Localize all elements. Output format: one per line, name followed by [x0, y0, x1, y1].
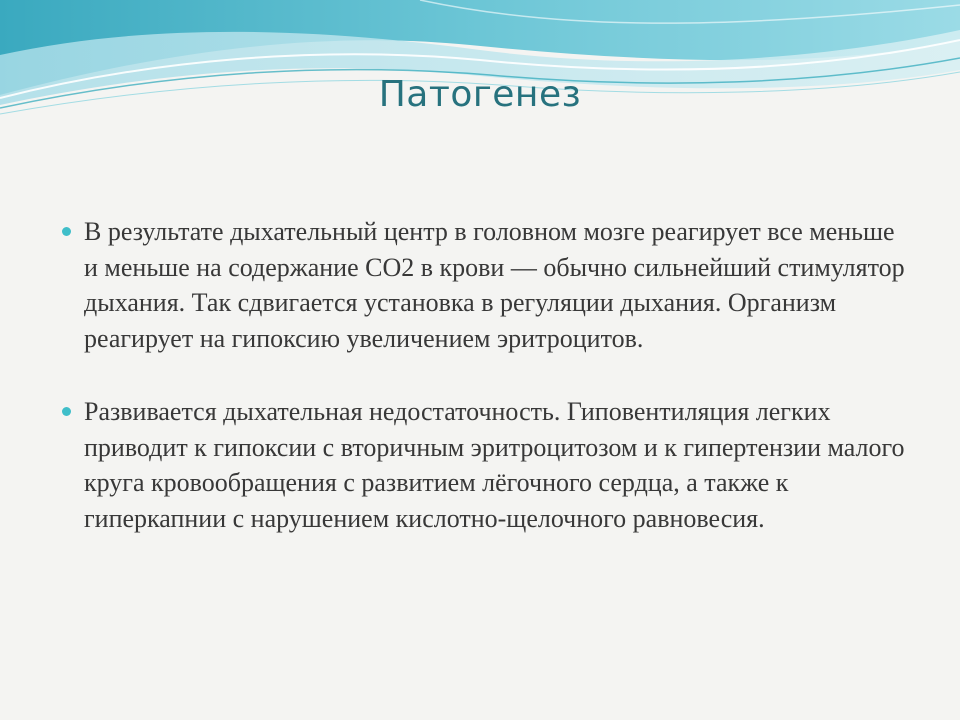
bullet-item [84, 214, 914, 356]
bullet-list [84, 214, 914, 574]
bullet-text: В результате дыхательный центр в головном мозге реагирует все меньше и меньше на содержание СО2 в крови — обычно сильнейший стимулятор дыхания. Так сдвигается установка в регуляции дыхания. Организм реагирует на гипоксию увеличением эритроцитов. [84, 217, 905, 353]
slide-title: Патогенез [378, 74, 582, 115]
bullet-dot-icon [62, 227, 71, 236]
bullet-dot-icon [62, 407, 71, 416]
bullet-item [84, 394, 914, 536]
bullet-text: Развивается дыхательная недостаточность. Гиповентиляция легких приводит к гипоксии с вторичным эритроцитозом и к гипертензии малого круга кровообращения с развитием лёгочного сердца, а также к гиперкапнии с нарушением кислотно-щелочного равновесия. [84, 397, 905, 533]
